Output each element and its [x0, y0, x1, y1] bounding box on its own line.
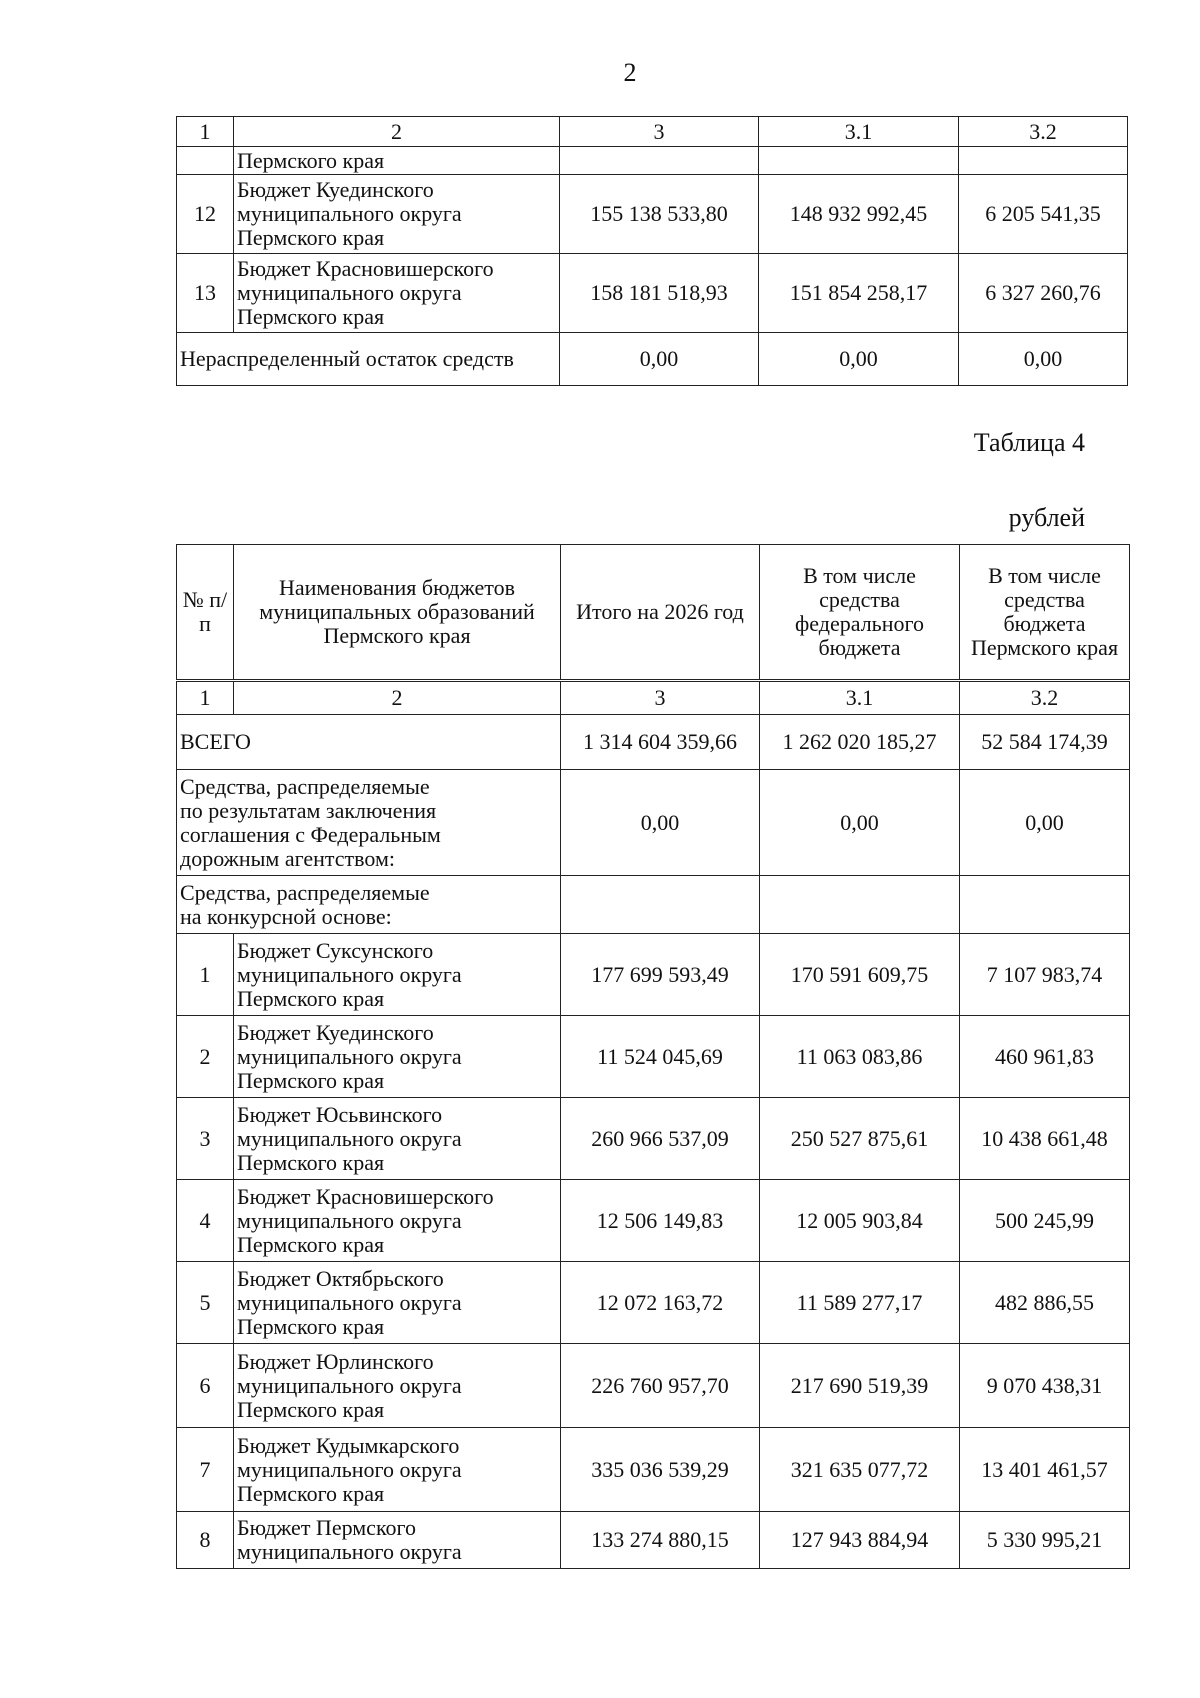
total-amount: 260 966 537,09 — [561, 1098, 760, 1180]
federal-amount — [759, 147, 959, 175]
regional-amount: 0,00 — [959, 333, 1128, 386]
regional-amount: 6 205 541,35 — [959, 175, 1128, 254]
federal-amount: 127 943 884,94 — [760, 1512, 960, 1569]
table-row — [177, 1016, 1130, 1098]
remainder-row — [177, 333, 1128, 386]
row-number: 8 — [177, 1512, 234, 1569]
row-number: 5 — [177, 1262, 234, 1344]
row-number: 7 — [177, 1428, 234, 1512]
row-number: 1 — [177, 934, 234, 1016]
col-num-3: 3 — [561, 681, 760, 715]
regional-amount: 7 107 983,74 — [960, 934, 1130, 1016]
regional-amount — [959, 147, 1128, 175]
budget-name: Бюджет Октябрьского муниципального округа Пермского края — [234, 1262, 561, 1344]
budget-name: Бюджет Красновишерского муниципального округа Пермского края — [234, 254, 560, 333]
federal-amount: 217 690 519,39 — [760, 1344, 960, 1428]
regional-amount: 0,00 — [960, 770, 1130, 876]
regional-amount: 52 584 174,39 — [960, 715, 1130, 770]
table-row — [177, 175, 1128, 254]
regional-amount: 9 070 438,31 — [960, 1344, 1130, 1428]
competitive-row — [177, 876, 1130, 934]
federal-amount: 11 063 083,86 — [760, 1016, 960, 1098]
column-number-row — [177, 117, 1128, 147]
budget-name: Пермского края — [234, 147, 560, 175]
col-num-3-1: 3.1 — [760, 681, 960, 715]
regional-amount: 10 438 661,48 — [960, 1098, 1130, 1180]
header-row — [177, 545, 1130, 681]
table-row — [177, 1512, 1130, 1569]
table-row — [177, 1428, 1130, 1512]
total-amount: 12 506 149,83 — [561, 1180, 760, 1262]
budget-name: Бюджет Куединского муниципального округа Пермского края — [234, 175, 560, 254]
federal-amount: 321 635 077,72 — [760, 1428, 960, 1512]
header-num: № п/п — [177, 545, 234, 681]
total-amount: 0,00 — [561, 770, 760, 876]
total-amount — [560, 147, 759, 175]
col-num-2: 2 — [234, 117, 560, 147]
continued-table — [176, 116, 1128, 386]
total-label: ВСЕГО — [177, 715, 561, 770]
row-number — [177, 147, 234, 175]
table-row — [177, 1262, 1130, 1344]
total-amount: 177 699 593,49 — [561, 934, 760, 1016]
col-num-3-2: 3.2 — [959, 117, 1128, 147]
regional-amount: 5 330 995,21 — [960, 1512, 1130, 1569]
budget-name: Бюджет Пермского муниципального округа — [234, 1512, 561, 1569]
row-number: 4 — [177, 1180, 234, 1262]
units-label: рублей — [1008, 503, 1085, 532]
competitive-label: Средства, распределяемые на конкурсной основе: — [177, 876, 561, 934]
total-amount: 155 138 533,80 — [560, 175, 759, 254]
row-number: 6 — [177, 1344, 234, 1428]
header-regional: В том числе средства бюджета Пермского края — [960, 545, 1130, 681]
row-number: 13 — [177, 254, 234, 333]
budget-name: Бюджет Куединского муниципального округа Пермского края — [234, 1016, 561, 1098]
row-number: 12 — [177, 175, 234, 254]
row-number: 2 — [177, 1016, 234, 1098]
agreement-row — [177, 770, 1130, 876]
federal-amount: 0,00 — [759, 333, 959, 386]
federal-amount: 151 854 258,17 — [759, 254, 959, 333]
total-amount: 1 314 604 359,66 — [561, 715, 760, 770]
regional-amount: 482 886,55 — [960, 1262, 1130, 1344]
total-amount: 133 274 880,15 — [561, 1512, 760, 1569]
regional-amount: 500 245,99 — [960, 1180, 1130, 1262]
empty-cell — [760, 876, 960, 934]
total-amount: 12 072 163,72 — [561, 1262, 760, 1344]
col-num-2: 2 — [234, 681, 561, 715]
table-row — [177, 934, 1130, 1016]
header-federal: В том числе средства федерального бюджета — [760, 545, 960, 681]
col-num-1: 1 — [177, 681, 234, 715]
table-row — [177, 1180, 1130, 1262]
federal-amount: 0,00 — [760, 770, 960, 876]
col-num-1: 1 — [177, 117, 234, 147]
col-num-3-1: 3.1 — [759, 117, 959, 147]
table-row — [177, 1344, 1130, 1428]
total-amount: 335 036 539,29 — [561, 1428, 760, 1512]
federal-amount: 11 589 277,17 — [760, 1262, 960, 1344]
budget-name: Бюджет Кудымкарского муниципального округа Пермского края — [234, 1428, 561, 1512]
empty-cell — [561, 876, 760, 934]
table-caption: Таблица 4 — [973, 428, 1085, 457]
remainder-label: Нераспределенный остаток средств — [177, 333, 560, 386]
col-num-3-2: 3.2 — [960, 681, 1130, 715]
regional-amount: 6 327 260,76 — [959, 254, 1128, 333]
budget-name: Бюджет Юрлинского муниципального округа Пермского края — [234, 1344, 561, 1428]
page-number: 2 — [623, 58, 637, 87]
row-number: 3 — [177, 1098, 234, 1180]
table-row — [177, 254, 1128, 333]
budget-name: Бюджет Красновишерского муниципального округа Пермского края — [234, 1180, 561, 1262]
total-amount: 0,00 — [560, 333, 759, 386]
header-total: Итого на 2026 год — [561, 545, 760, 681]
header-name: Наименования бюджетов муниципальных образований Пермского края — [234, 545, 561, 681]
table-row — [177, 147, 1128, 175]
federal-amount: 170 591 609,75 — [760, 934, 960, 1016]
budget-name: Бюджет Суксунского муниципального округа Пермского края — [234, 934, 561, 1016]
total-amount: 226 760 957,70 — [561, 1344, 760, 1428]
total-amount: 11 524 045,69 — [561, 1016, 760, 1098]
federal-amount: 12 005 903,84 — [760, 1180, 960, 1262]
empty-cell — [960, 876, 1130, 934]
regional-amount: 13 401 461,57 — [960, 1428, 1130, 1512]
total-amount: 158 181 518,93 — [560, 254, 759, 333]
table-row — [177, 1098, 1130, 1180]
total-row — [177, 715, 1130, 770]
table-4 — [176, 544, 1130, 1569]
federal-amount: 148 932 992,45 — [759, 175, 959, 254]
regional-amount: 460 961,83 — [960, 1016, 1130, 1098]
budget-name: Бюджет Юсьвинского муниципального округа Пермского края — [234, 1098, 561, 1180]
col-num-3: 3 — [560, 117, 759, 147]
agreement-label: Средства, распределяемые по результатам заключения соглашения с Федеральным дорожным агентством: — [177, 770, 561, 876]
column-number-row — [177, 681, 1130, 715]
federal-amount: 250 527 875,61 — [760, 1098, 960, 1180]
federal-amount: 1 262 020 185,27 — [760, 715, 960, 770]
